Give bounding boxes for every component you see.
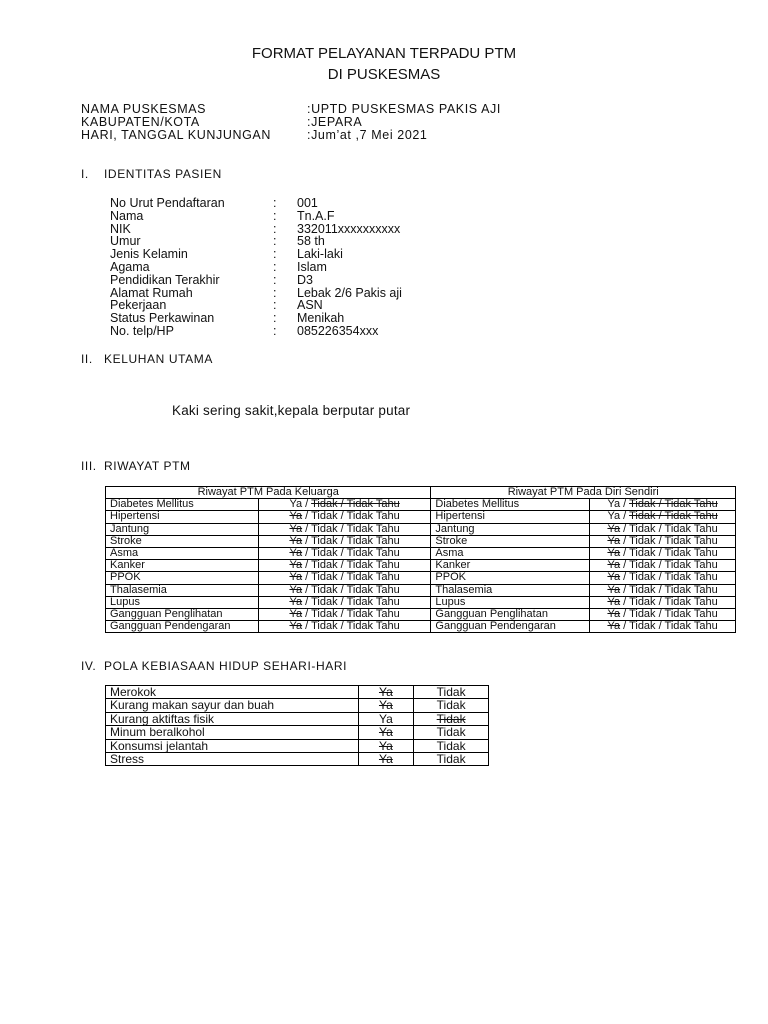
option-tidak: Tidak	[436, 725, 466, 740]
identity-value: Lebak 2/6 Pakis aji	[297, 285, 402, 300]
option-separator: /	[302, 547, 312, 560]
option-tidak-tahu: Tidak Tahu	[346, 498, 400, 511]
table-row	[106, 621, 736, 633]
habit-name: Kurang makan sayur dan buah	[106, 699, 359, 712]
disease-name: Hipertensi	[106, 511, 259, 523]
option-tidak-tahu: Tidak Tahu	[664, 510, 718, 523]
option-rest	[629, 535, 718, 547]
option-tidak: Tidak	[629, 534, 656, 547]
option-separator: /	[620, 547, 630, 560]
option-ya: Ya	[289, 583, 303, 596]
disease-name: Gangguan Pendengaran	[106, 621, 259, 633]
family-answer	[258, 523, 431, 535]
answer-tidak	[414, 753, 489, 766]
option-separator: /	[655, 571, 665, 584]
identity-value: 58 th	[297, 234, 325, 249]
disease-name: Gangguan Penglihatan	[431, 609, 590, 621]
habit-name: Stress	[106, 753, 359, 766]
section-number: IV.	[81, 659, 97, 673]
option-tidak-tahu: Tidak Tahu	[664, 559, 718, 572]
disease-name: Thalasemia	[106, 584, 259, 596]
option-tidak-tahu: Tidak Tahu	[664, 534, 718, 547]
option-separator: /	[655, 583, 665, 596]
habit-name: Merokok	[106, 686, 359, 699]
option-tidak: Tidak	[629, 583, 656, 596]
option-tidak: Tidak	[629, 571, 656, 584]
option-separator: /	[620, 571, 630, 584]
option-tidak: Tidak	[311, 510, 338, 523]
identity-value: 332011xxxxxxxxxx	[297, 221, 401, 236]
identity-label: Agama	[110, 260, 150, 274]
answer-ya	[358, 726, 414, 739]
table-row	[106, 584, 736, 596]
option-rest	[629, 559, 718, 571]
option-rest	[311, 547, 400, 559]
option-tidak: Tidak	[629, 498, 656, 511]
option-separator: /	[302, 608, 312, 621]
option-ya: Ya	[378, 698, 393, 713]
identity-colon: :	[273, 285, 277, 300]
option-tidak-tahu: Tidak Tahu	[346, 510, 400, 523]
option-separator: /	[620, 608, 630, 621]
option-separator: /	[302, 583, 312, 596]
identity-colon: :	[273, 196, 277, 210]
option-tidak: Tidak	[311, 571, 338, 584]
option-ya: Ya	[289, 510, 303, 523]
option-tidak-tahu: Tidak Tahu	[664, 583, 718, 596]
identity-colon: :	[273, 247, 277, 262]
option-ya: Ya	[607, 510, 621, 523]
header-value: :JEPARA	[307, 115, 363, 129]
option-tidak: Tidak	[629, 559, 656, 572]
option-ya: Ya	[607, 522, 621, 535]
disease-name: Jantung	[431, 523, 590, 535]
answer-tidak	[414, 739, 489, 752]
habit-name: Kurang aktiftas fisik	[106, 712, 359, 725]
section-heading: KELUHAN UTAMA	[104, 352, 213, 366]
option-tidak-tahu: Tidak Tahu	[664, 498, 718, 511]
section-heading: RIWAYAT PTM	[104, 459, 191, 473]
identity-colon: :	[273, 311, 277, 326]
self-history-header: Riwayat PTM Pada Diri Sendiri	[431, 487, 736, 499]
option-separator: /	[302, 571, 312, 584]
self-answer	[590, 596, 736, 608]
option-separator: /	[302, 595, 312, 608]
option-separator: /	[655, 522, 665, 535]
table-row	[106, 511, 736, 523]
option-separator: /	[620, 498, 630, 511]
option-rest	[311, 596, 400, 608]
option-ya: Ya	[289, 522, 303, 535]
disease-name: PPOK	[431, 572, 590, 584]
option-tidak: Tidak	[436, 738, 466, 753]
option-separator: /	[337, 583, 347, 596]
option-tidak-tahu: Tidak Tahu	[346, 620, 400, 633]
table-row	[106, 686, 489, 699]
option-separator: /	[337, 559, 347, 572]
identity-label: Nama	[110, 208, 144, 223]
option-ya: Ya	[607, 559, 621, 572]
option-tidak: Tidak	[311, 534, 338, 547]
option-rest	[311, 523, 400, 535]
option-separator: /	[302, 510, 312, 523]
option-ya: Ya	[289, 620, 303, 633]
self-answer	[590, 535, 736, 547]
option-ya: Ya	[289, 571, 303, 584]
answer-ya	[358, 712, 414, 725]
option-ya: Ya	[289, 608, 303, 621]
option-tidak: Tidak	[629, 608, 656, 621]
answer-tidak	[414, 726, 489, 739]
option-tidak-tahu: Tidak Tahu	[346, 608, 400, 621]
option-ya: Ya	[378, 711, 393, 726]
disease-name: Jantung	[106, 523, 259, 535]
option-tidak: Tidak	[436, 685, 466, 699]
section-number: I.	[81, 167, 89, 181]
answer-tidak	[414, 686, 489, 699]
self-answer	[590, 523, 736, 535]
option-tidak: Tidak	[311, 595, 338, 608]
option-separator: /	[302, 498, 312, 511]
option-separator: /	[337, 571, 347, 584]
option-tidak: Tidak	[311, 583, 338, 596]
option-tidak-tahu: Tidak Tahu	[346, 534, 400, 547]
option-rest	[311, 620, 400, 632]
self-answer	[590, 584, 736, 596]
option-rest	[311, 584, 400, 596]
ptm-history-table	[105, 486, 736, 633]
identity-value: Islam	[297, 260, 327, 274]
option-separator: /	[620, 522, 630, 535]
family-answer	[258, 596, 431, 608]
table-row	[106, 712, 489, 725]
identity-colon: :	[273, 221, 277, 236]
option-tidak: Tidak	[436, 752, 466, 767]
family-answer	[258, 560, 431, 572]
identity-label: No Urut Pendaftaran	[110, 196, 225, 210]
identity-colon: :	[273, 272, 277, 287]
option-separator: /	[620, 620, 630, 633]
option-ya: Ya	[607, 583, 621, 596]
option-tidak-tahu: Tidak Tahu	[664, 571, 718, 584]
option-tidak-tahu: Tidak Tahu	[664, 547, 718, 560]
disease-name: Asma	[106, 548, 259, 560]
header-label: KABUPATEN/KOTA	[81, 115, 200, 129]
option-separator: /	[302, 534, 312, 547]
disease-name: Thalasemia	[431, 584, 590, 596]
complaint-text: Kaki sering sakit,kepala berputar putar	[172, 403, 411, 418]
disease-name: Diabetes Mellitus	[431, 499, 590, 511]
option-rest	[311, 535, 400, 547]
habit-name: Konsumsi jelantah	[106, 739, 359, 752]
identity-label: No. telp/HP	[110, 324, 174, 338]
identity-label: Jenis Kelamin	[110, 247, 188, 262]
family-answer	[258, 535, 431, 547]
option-ya: Ya	[607, 620, 621, 633]
option-ya: Ya	[289, 559, 303, 572]
option-separator: /	[302, 620, 312, 633]
section-number: II.	[81, 352, 93, 366]
option-rest	[629, 498, 718, 510]
option-separator: /	[655, 608, 665, 621]
lifestyle-table	[105, 685, 489, 766]
identity-label: Pekerjaan	[110, 298, 167, 313]
table-header-row	[106, 487, 736, 499]
option-tidak: Tidak	[436, 698, 466, 713]
table-row	[106, 596, 736, 608]
habit-name: Minum beralkohol	[106, 726, 359, 739]
option-rest	[311, 559, 400, 571]
identity-value: Laki-laki	[297, 247, 343, 262]
identity-colon: :	[273, 298, 277, 313]
disease-name: Stroke	[431, 535, 590, 547]
identity-value: D3	[297, 272, 313, 287]
option-ya: Ya	[607, 547, 621, 560]
self-answer	[590, 609, 736, 621]
option-ya: Ya	[289, 547, 303, 560]
table-row	[106, 499, 736, 511]
option-tidak: Tidak	[629, 620, 656, 633]
option-separator: /	[655, 534, 665, 547]
option-separator: /	[302, 559, 312, 572]
disease-name: Lupus	[431, 596, 590, 608]
disease-name: Gangguan Penglihatan	[106, 609, 259, 621]
identity-value: Menikah	[297, 311, 345, 326]
answer-ya	[358, 739, 414, 752]
family-answer	[258, 621, 431, 633]
identity-value: ASN	[297, 298, 323, 313]
self-answer	[590, 572, 736, 584]
option-separator: /	[655, 620, 665, 633]
family-answer	[258, 511, 431, 523]
identity-colon: :	[273, 208, 277, 223]
option-separator: /	[655, 510, 665, 523]
table-row	[106, 523, 736, 535]
disease-name: Lupus	[106, 596, 259, 608]
table-row	[106, 739, 489, 752]
table-row	[106, 548, 736, 560]
option-ya: Ya	[607, 534, 621, 547]
self-answer	[590, 499, 736, 511]
option-ya: Ya	[289, 498, 303, 511]
option-rest	[629, 584, 718, 596]
identity-colon: :	[273, 324, 277, 338]
option-rest	[311, 571, 400, 583]
option-separator: /	[337, 595, 347, 608]
table-row	[106, 572, 736, 584]
header-value: :Jum’at ,7 Mei 2021	[307, 128, 428, 142]
identity-label: Umur	[110, 234, 141, 249]
family-answer	[258, 584, 431, 596]
option-rest	[311, 498, 400, 510]
section-heading: POLA KEBIASAAN HIDUP SEHARI-HARI	[104, 659, 348, 673]
table-row	[106, 535, 736, 547]
header-value: :UPTD PUSKESMAS PAKIS AJI	[307, 102, 501, 116]
table-row	[106, 609, 736, 621]
option-tidak: Tidak	[629, 547, 656, 560]
disease-name: Kanker	[106, 560, 259, 572]
option-ya: Ya	[607, 571, 621, 584]
option-ya: Ya	[289, 534, 303, 547]
disease-name: PPOK	[106, 572, 259, 584]
table-row	[106, 699, 489, 712]
answer-tidak	[414, 699, 489, 712]
option-tidak: Tidak	[311, 559, 338, 572]
option-tidak: Tidak	[629, 522, 656, 535]
option-separator: /	[337, 547, 347, 560]
option-tidak-tahu: Tidak Tahu	[664, 595, 718, 608]
identity-label: Pendidikan Terakhir	[110, 272, 220, 287]
identity-label: NIK	[110, 221, 131, 236]
answer-ya	[358, 753, 414, 766]
option-ya: Ya	[378, 725, 393, 740]
option-tidak-tahu: Tidak Tahu	[346, 595, 400, 608]
self-answer	[590, 560, 736, 572]
option-ya: Ya	[607, 595, 621, 608]
option-separator: /	[620, 510, 630, 523]
option-rest	[311, 510, 400, 522]
option-separator: /	[620, 595, 630, 608]
identity-label: Status Perkawinan	[110, 311, 215, 326]
form-title: FORMAT PELAYANAN TERPADU PTM	[251, 45, 517, 62]
disease-name: Gangguan Pendengaran	[431, 621, 590, 633]
option-tidak-tahu: Tidak Tahu	[346, 547, 400, 560]
option-separator: /	[655, 498, 665, 511]
header-label: HARI, TANGGAL KUNJUNGAN	[81, 128, 271, 142]
option-separator: /	[620, 534, 630, 547]
option-tidak-tahu: Tidak Tahu	[346, 571, 400, 584]
option-separator: /	[337, 510, 347, 523]
option-ya: Ya	[378, 752, 393, 767]
option-separator: /	[337, 620, 347, 633]
option-tidak: Tidak	[311, 608, 338, 621]
answer-tidak	[414, 712, 489, 725]
form-subtitle: DI PUSKESMAS	[327, 66, 441, 83]
option-rest	[629, 620, 718, 632]
identity-value: 001	[297, 196, 318, 210]
option-separator: /	[302, 522, 312, 535]
identity-colon: :	[273, 234, 277, 249]
option-rest	[629, 608, 718, 620]
table-row	[106, 726, 489, 739]
option-rest	[629, 510, 718, 522]
disease-name: Asma	[431, 548, 590, 560]
self-answer	[590, 621, 736, 633]
self-answer	[590, 548, 736, 560]
family-answer	[258, 548, 431, 560]
option-tidak-tahu: Tidak Tahu	[664, 608, 718, 621]
disease-name: Kanker	[431, 560, 590, 572]
table-row	[106, 753, 489, 766]
option-rest	[629, 547, 718, 559]
option-rest	[629, 596, 718, 608]
option-tidak-tahu: Tidak Tahu	[664, 522, 718, 535]
option-tidak-tahu: Tidak Tahu	[664, 620, 718, 633]
option-tidak-tahu: Tidak Tahu	[346, 583, 400, 596]
section-heading: IDENTITAS PASIEN	[104, 167, 222, 181]
identity-colon: :	[273, 260, 277, 274]
option-tidak-tahu: Tidak Tahu	[346, 522, 400, 535]
identity-value: Tn.A.F	[297, 208, 335, 223]
option-separator: /	[655, 559, 665, 572]
option-tidak: Tidak	[311, 498, 338, 511]
option-separator: /	[620, 559, 630, 572]
option-tidak: Tidak	[629, 510, 656, 523]
option-tidak: Tidak	[436, 711, 466, 726]
self-answer	[590, 511, 736, 523]
family-answer	[258, 572, 431, 584]
option-separator: /	[655, 547, 665, 560]
identity-label: Alamat Rumah	[110, 285, 193, 300]
disease-name: Stroke	[106, 535, 259, 547]
option-separator: /	[620, 583, 630, 596]
option-separator: /	[337, 522, 347, 535]
option-tidak: Tidak	[311, 620, 338, 633]
option-tidak: Tidak	[311, 522, 338, 535]
section-number: III.	[81, 459, 97, 473]
option-rest	[311, 608, 400, 620]
option-ya: Ya	[378, 738, 393, 753]
table-row	[106, 560, 736, 572]
family-answer	[258, 609, 431, 621]
option-ya: Ya	[378, 685, 393, 699]
family-history-header: Riwayat PTM Pada Keluarga	[106, 487, 431, 499]
option-separator: /	[337, 534, 347, 547]
answer-ya	[358, 699, 414, 712]
option-separator: /	[337, 608, 347, 621]
option-ya: Ya	[607, 608, 621, 621]
family-answer	[258, 499, 431, 511]
disease-name: Hipertensi	[431, 511, 590, 523]
identity-value: 085226354xxx	[297, 324, 379, 338]
option-separator: /	[337, 498, 347, 511]
option-tidak-tahu: Tidak Tahu	[346, 559, 400, 572]
answer-ya	[358, 686, 414, 699]
option-ya: Ya	[607, 498, 621, 511]
disease-name: Diabetes Mellitus	[106, 499, 259, 511]
option-rest	[629, 523, 718, 535]
option-rest	[629, 571, 718, 583]
option-ya: Ya	[289, 595, 303, 608]
option-separator: /	[655, 595, 665, 608]
header-label: NAMA PUSKESMAS	[81, 102, 207, 116]
option-tidak: Tidak	[311, 547, 338, 560]
option-tidak: Tidak	[629, 595, 656, 608]
